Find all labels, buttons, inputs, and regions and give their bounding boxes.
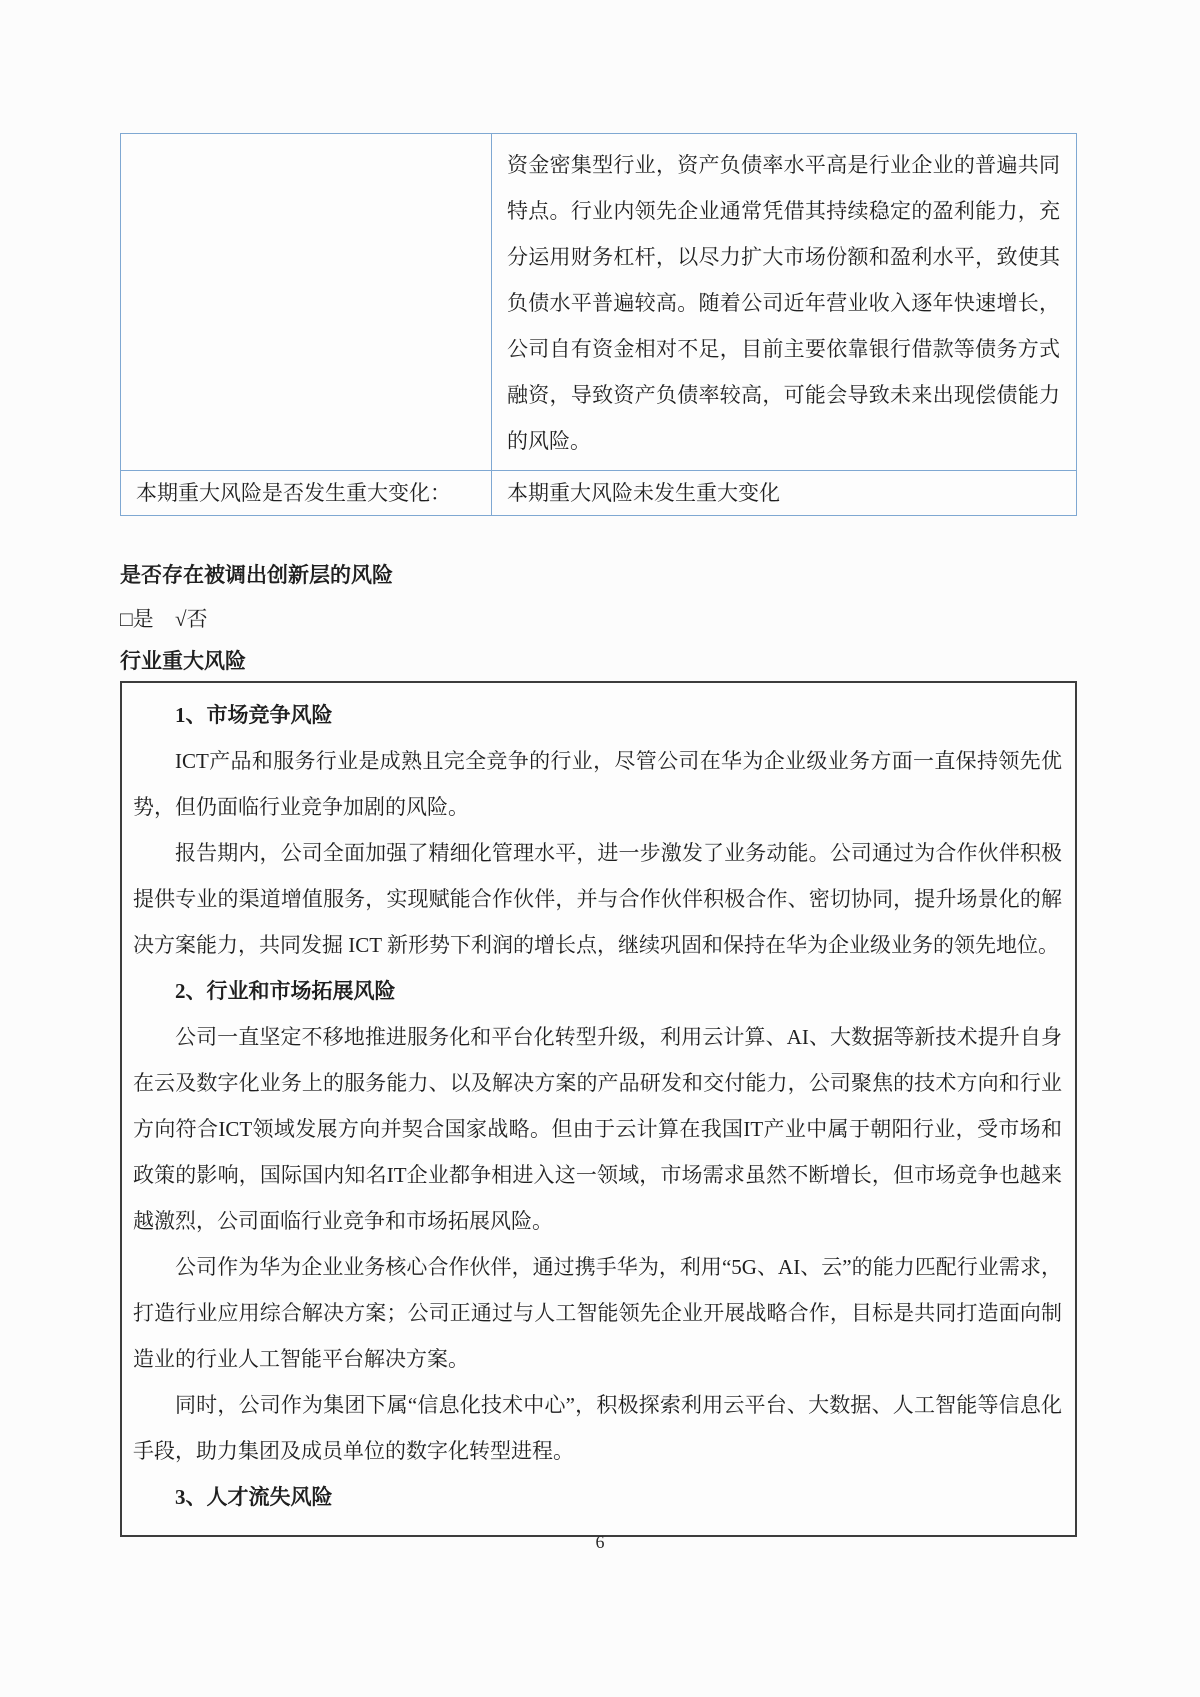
table-row-risk-description <box>121 134 1077 471</box>
heading-delisting-risk: 是否存在被调出创新层的风险 <box>120 563 393 587</box>
table-row-risk-change <box>121 471 1077 516</box>
risk-description-cell: 资金密集型行业，资产负债率水平高是行业企业的普遍共同特点。行业内领先企业通常凭借其持续稳定的盈利能力，充分运用财务杠杆，以尽力扩大市场份额和盈利水平，致使其负债水平普遍较高。随着公司近年营业收入逐年快速增长，公司自有资金相对不足，目前主要依靠银行借款等债务方式融资，导致资产负债率较高，可能会导致未来出现偿债能力的风险。 <box>492 134 1077 471</box>
document-content <box>120 133 1077 1537</box>
industry-risk-box <box>120 681 1077 1537</box>
checkbox-yes-option: □是 <box>120 607 154 631</box>
risk-change-label-cell: 本期重大风险是否发生重大变化： <box>121 471 492 516</box>
risk-paragraph: 公司一直坚定不移地推进服务化和平台化转型升级，利用云计算、AI、大数据等新技术提升自身在云及数字化业务上的服务能力、以及解决方案的产品研发和交付能力，公司聚焦的技术方向和行业方向符合ICT领域发展方向并契合国家战略。但由于云计算在我国IT产业中属于朝阳行业，受市场和政策的影响，国际国内知名IT企业都争相进入这一领域，市场需求虽然不断增长，但市场竞争也越来越激烈，公司面临行业竞争和市场拓展风险。 <box>133 1025 1062 1233</box>
delisting-risk-checkboxes <box>120 605 1077 633</box>
page-number: 6 <box>595 1532 605 1552</box>
risk-item-title-2: 2、行业和市场拓展风险 <box>175 979 396 1003</box>
risk-paragraph: ICT产品和服务行业是成熟且完全竞争的行业，尽管公司在华为企业级业务方面一直保持领先优势，但仍面临行业竞争加剧的风险。 <box>133 749 1062 819</box>
major-risk-table <box>120 133 1077 516</box>
risk-paragraph: 报告期内，公司全面加强了精细化管理水平，进一步激发了业务动能。公司通过为合作伙伴积极提供专业的渠道增值服务，实现赋能合作伙伴，并与合作伙伴积极合作、密切协同，提升场景化的解决方案能力，共同发掘 ICT 新形势下利润的增长点，继续巩固和保持在华为企业级业务的领先地位。 <box>133 841 1062 957</box>
risk-label-cell-empty <box>121 134 492 471</box>
risk-item-title-1: 1、市场竞争风险 <box>175 703 333 727</box>
risk-paragraph: 公司作为华为企业业务核心合作伙伴，通过携手华为，利用“5G、AI、云”的能力匹配行业需求，打造行业应用综合解决方案；公司正通过与人工智能领先企业开展战略合作，目标是共同打造面向制造业的行业人工智能平台解决方案。 <box>133 1255 1062 1371</box>
risk-item-title-3: 3、人才流失风险 <box>175 1485 333 1509</box>
heading-industry-risk: 行业重大风险 <box>120 649 246 673</box>
checkbox-no-option-checked: √否 <box>174 607 208 631</box>
risk-paragraph: 同时，公司作为集团下属“信息化技术中心”，积极探索利用云平台、大数据、人工智能等信息化手段，助力集团及成员单位的数字化转型进程。 <box>133 1393 1062 1463</box>
risk-change-value-cell: 本期重大风险未发生重大变化 <box>492 471 1077 516</box>
